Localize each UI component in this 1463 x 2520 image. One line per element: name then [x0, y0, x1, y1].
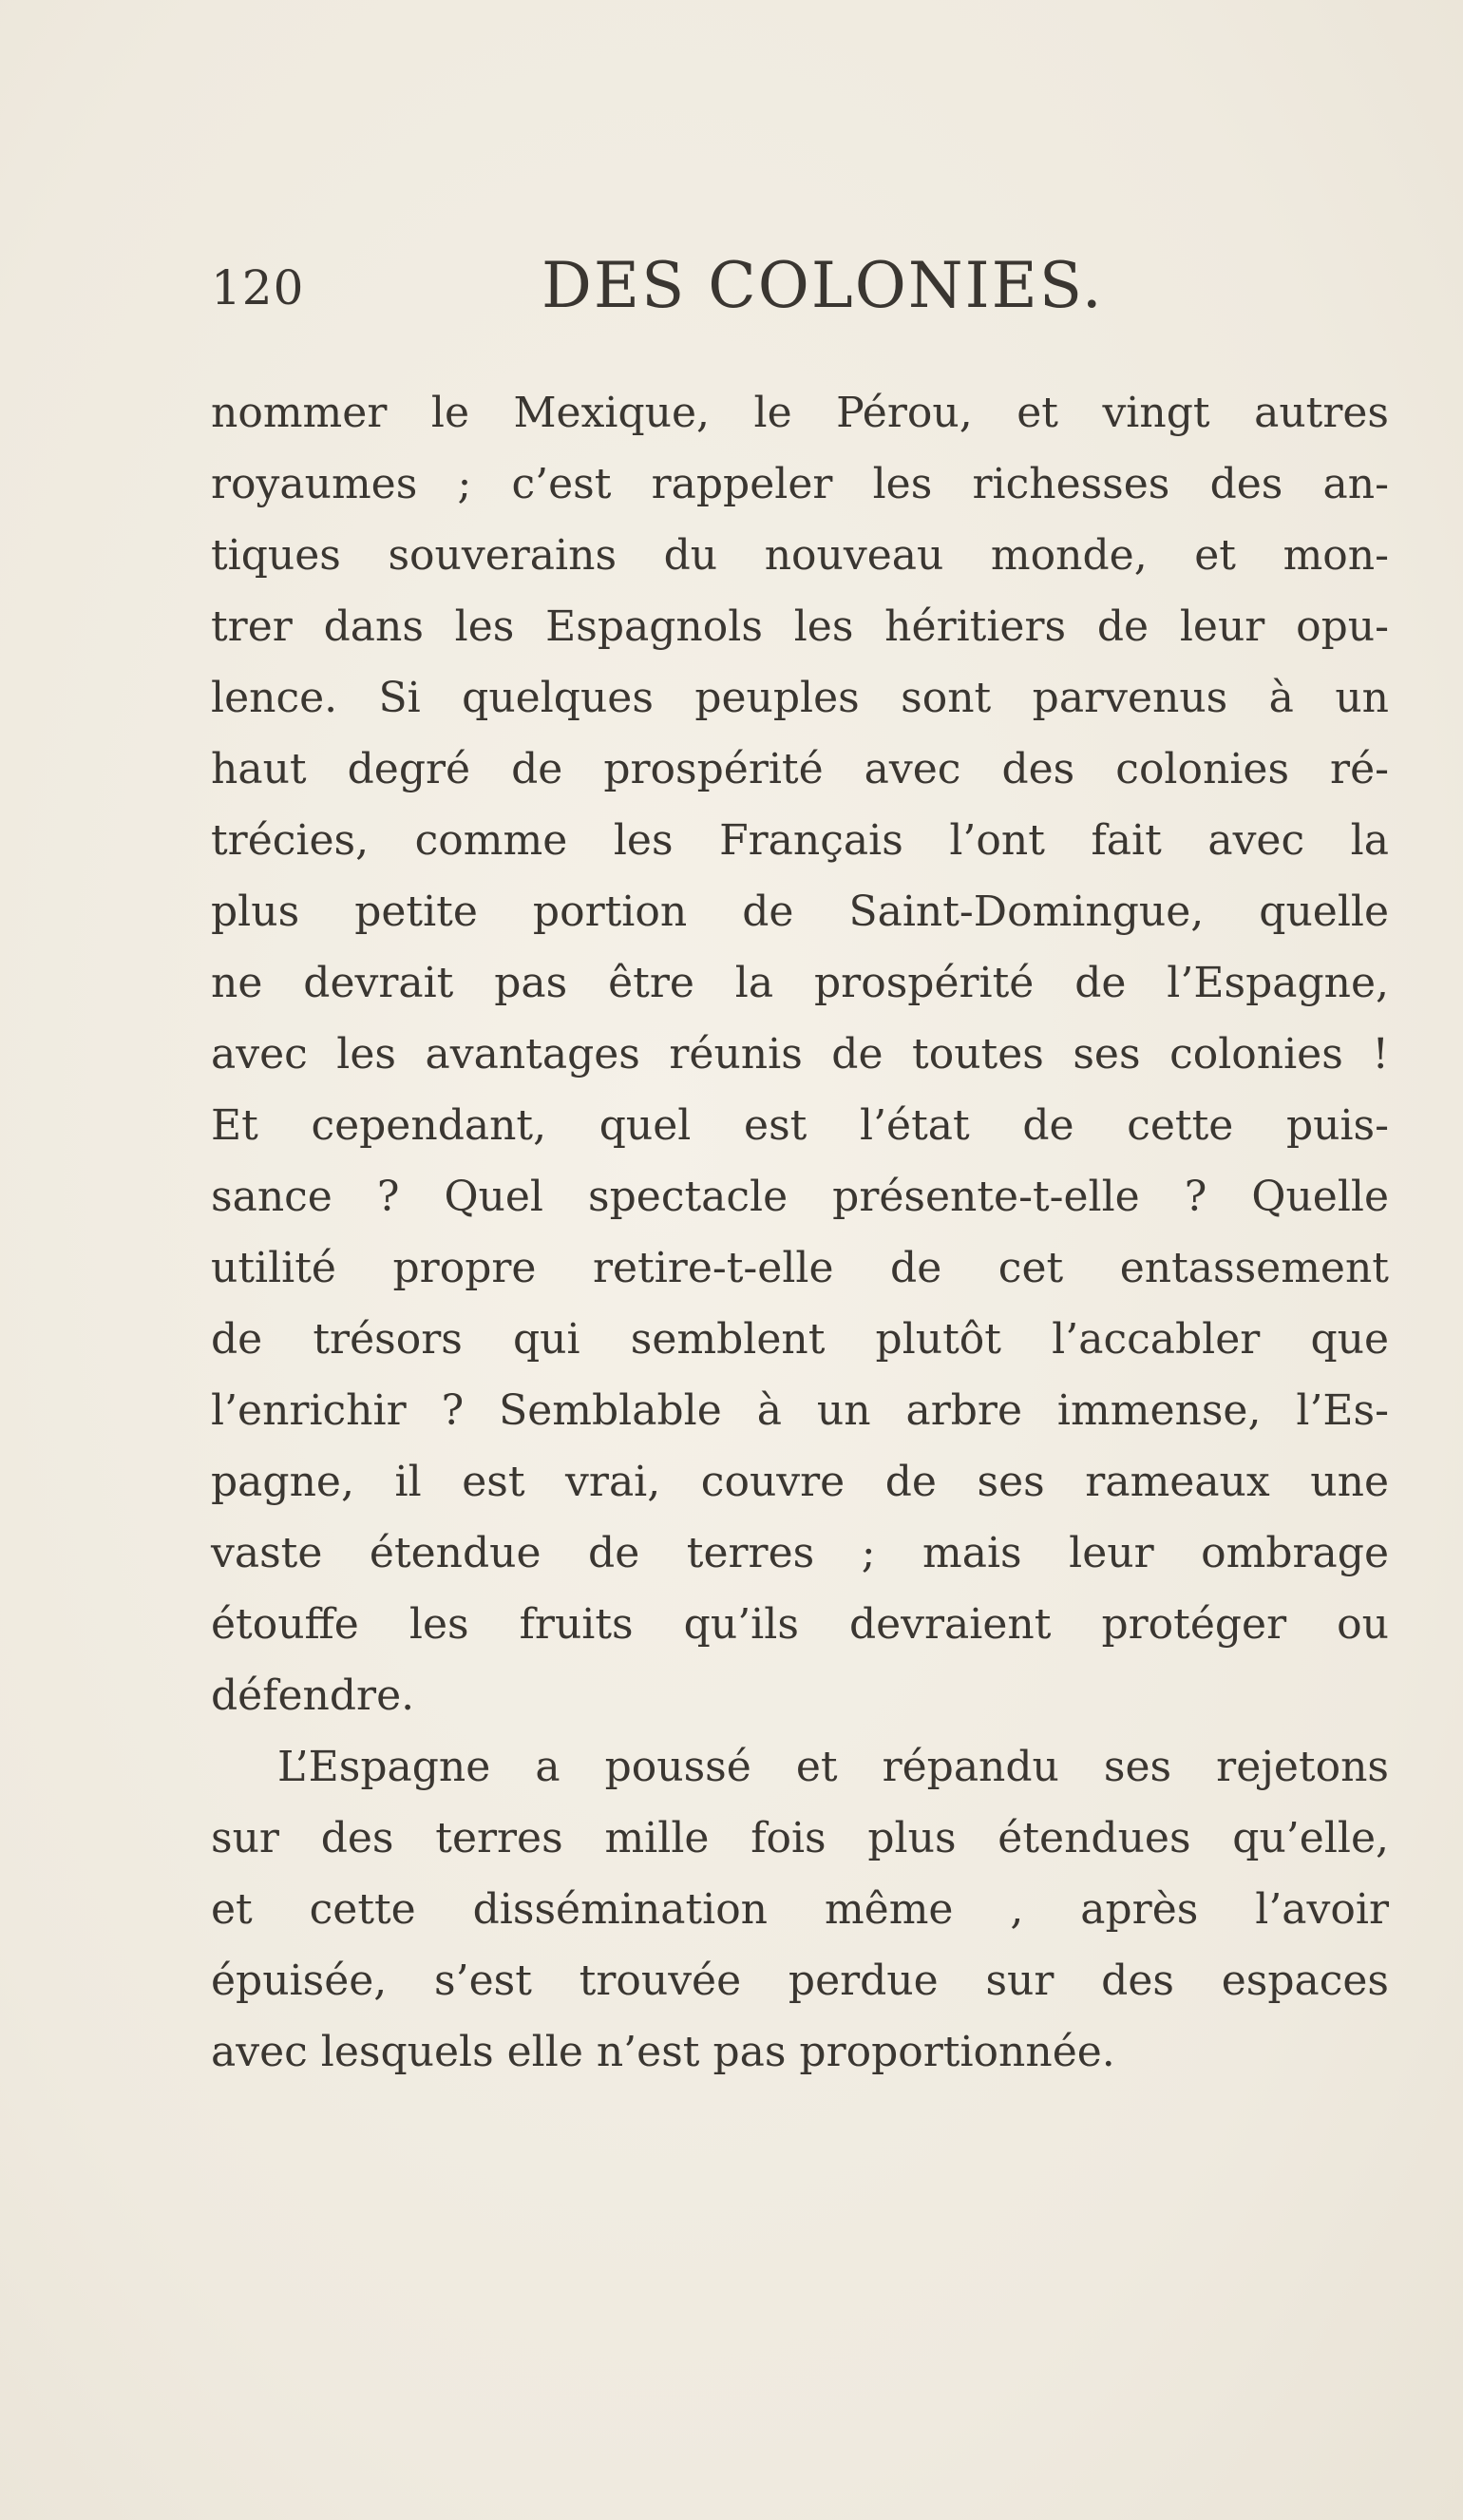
text-line: trécies, comme les Français l’ont fait avec la [211, 816, 1389, 865]
text-line: royaumes ; c’est rappeler les richesses des an- [211, 460, 1389, 508]
text-line: l’enrichir ? Semblable à un arbre immense, l’Es- [211, 1386, 1389, 1435]
text-line: défendre. [211, 1671, 415, 1720]
text-line: trer dans les Espagnols les héritiers de leur opu- [211, 602, 1389, 651]
page-header [211, 249, 1379, 334]
paragraph-2 [211, 1731, 1389, 2088]
text-line: sur des terres mille fois plus étendues qu’elle, [211, 1814, 1389, 1862]
text-line: avec lesquels elle n’est pas proportionnée. [211, 2028, 1115, 2076]
text-line: sance ? Quel spectacle présente-t-elle ? Quelle [211, 1173, 1389, 1221]
text-line: haut degré de prospérité avec des colonies ré- [211, 745, 1389, 793]
text-line: nommer le Mexique, le Pérou, et vingt autres [211, 389, 1389, 437]
text-line: lence. Si quelques peuples sont parvenus à un [211, 674, 1389, 722]
text-line: tiques souverains du nouveau monde, et mon- [211, 531, 1389, 580]
text-line: étouffe les fruits qu’ils devraient protéger ou [211, 1600, 1389, 1649]
text-line: avec les avantages réunis de toutes ses colonies ! [211, 1030, 1389, 1079]
running-head: DES COLONIES. [542, 249, 1104, 322]
text-line: plus petite portion de Saint-Domingue, quelle [211, 888, 1389, 936]
body-text [211, 377, 1389, 2088]
text-line: ne devrait pas être la prospérité de l’Espagne, [211, 959, 1389, 1007]
text-line: épuisée, s’est trouvée perdue sur des espaces [211, 1957, 1389, 2005]
text-line: utilité propre retire-t-elle de cet entassement [211, 1244, 1389, 1292]
text-line: vaste étendue de terres ; mais leur ombrage [211, 1529, 1389, 1577]
text-line: L’Espagne a poussé et répandu ses rejetons [277, 1743, 1389, 1791]
page-number: 120 [211, 260, 305, 315]
text-line: de trésors qui semblent plutôt l’accabler que [211, 1315, 1389, 1364]
text-line: Et cependant, quel est l’état de cette puis- [211, 1101, 1389, 1150]
paragraph-1 [211, 377, 1389, 1731]
text-line: pagne, il est vrai, couvre de ses rameaux une [211, 1458, 1389, 1506]
text-line: et cette dissémination même , après l’avoir [211, 1885, 1389, 1934]
